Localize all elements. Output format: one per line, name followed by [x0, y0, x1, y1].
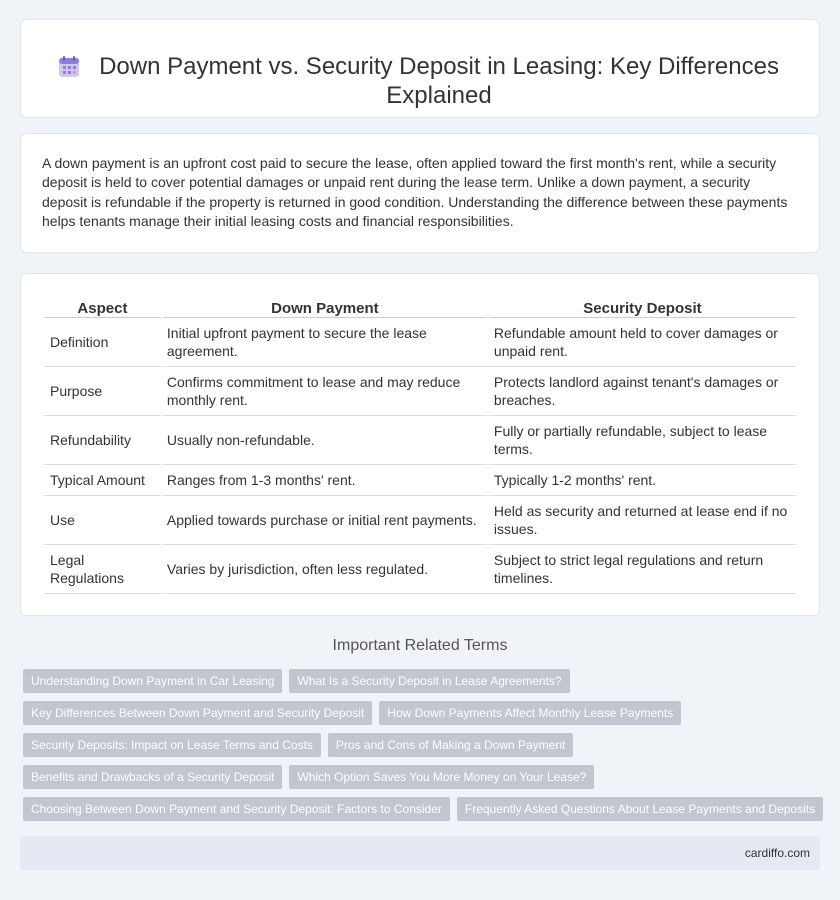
- page-title: Down Payment vs. Security Deposit in Leasing: Key Differences Explained: [99, 53, 779, 109]
- title-card: [20, 19, 820, 118]
- related-term-link[interactable]: Frequently Asked Questions About Lease Payments and Deposits: [457, 797, 823, 821]
- title-wrap: [50, 27, 790, 110]
- related-term-link[interactable]: Benefits and Drawbacks of a Security Deposit: [23, 765, 282, 789]
- related-term-link[interactable]: Understanding Down Payment in Car Leasing: [23, 669, 282, 693]
- intro-paragraph: A down payment is an upfront cost paid to secure the lease, often applied toward the first month's rent, while a security deposit is held to cover potential damages or unpaid rent during the lease term. Unlike a down payment, a security deposit is refundable if the property is returned in good condition. Understanding the difference between these payments helps tenants manage their initial leasing costs and financial responsibilities.: [42, 155, 788, 230]
- tag-row: [23, 765, 823, 789]
- column-header-security-deposit: Security Deposit: [489, 296, 796, 318]
- comparison-table-card: [20, 273, 820, 616]
- tag-row: [23, 669, 823, 693]
- footer-site-name[interactable]: cardiffo.com: [744, 846, 810, 860]
- table-cell: Use: [44, 496, 161, 545]
- comparison-table: [42, 296, 798, 594]
- related-term-link[interactable]: What Is a Security Deposit in Lease Agreements?: [289, 669, 569, 693]
- related-term-link[interactable]: How Down Payments Affect Monthly Lease Payments: [379, 701, 681, 725]
- table-cell: Applied towards purchase or initial rent payments.: [163, 496, 487, 545]
- related-terms-list: [23, 669, 823, 829]
- table-cell: Usually non-refundable.: [163, 416, 487, 465]
- table-cell: Fully or partially refundable, subject to lease terms.: [489, 416, 796, 465]
- table-cell: Definition: [44, 318, 161, 367]
- table-cell: Varies by jurisdiction, often less regulated.: [163, 545, 487, 594]
- intro-card: [20, 133, 820, 253]
- table-cell: Subject to strict legal regulations and return timelines.: [489, 545, 796, 594]
- table-row: [44, 318, 796, 367]
- table-row: [44, 496, 796, 545]
- table-cell: Confirms commitment to lease and may reduce monthly rent.: [163, 367, 487, 416]
- tag-row: [23, 701, 823, 725]
- table-header-row: [44, 296, 796, 318]
- table-cell: Typical Amount: [44, 465, 161, 496]
- related-term-link[interactable]: Which Option Saves You More Money on Your Lease?: [289, 765, 594, 789]
- table-row: [44, 465, 796, 496]
- related-term-link[interactable]: Choosing Between Down Payment and Security Deposit: Factors to Consider: [23, 797, 450, 821]
- table-cell: Legal Regulations: [44, 545, 161, 594]
- table-cell: Refundable amount held to cover damages or unpaid rent.: [489, 318, 796, 367]
- table-cell: Ranges from 1-3 months' rent.: [163, 465, 487, 496]
- calendar-icon: [56, 54, 82, 80]
- related-term-link[interactable]: Key Differences Between Down Payment and Security Deposit: [23, 701, 372, 725]
- related-term-link[interactable]: Security Deposits: Impact on Lease Terms and Costs: [23, 733, 321, 757]
- tag-row: [23, 797, 823, 821]
- footer: [20, 836, 820, 870]
- table-row: [44, 367, 796, 416]
- column-header-aspect: Aspect: [44, 296, 161, 318]
- table-cell: Typically 1-2 months' rent.: [489, 465, 796, 496]
- table-cell: Purpose: [44, 367, 161, 416]
- related-terms-heading: Important Related Terms: [332, 637, 508, 654]
- table-cell: Refundability: [44, 416, 161, 465]
- table-row: [44, 416, 796, 465]
- tag-row: [23, 733, 823, 757]
- table-row: [44, 545, 796, 594]
- table-cell: Held as security and returned at lease end if no issues.: [489, 496, 796, 545]
- table-cell: Protects landlord against tenant's damages or breaches.: [489, 367, 796, 416]
- table-cell: Initial upfront payment to secure the lease agreement.: [163, 318, 487, 367]
- related-term-link[interactable]: Pros and Cons of Making a Down Payment: [328, 733, 573, 757]
- column-header-down-payment: Down Payment: [163, 296, 487, 318]
